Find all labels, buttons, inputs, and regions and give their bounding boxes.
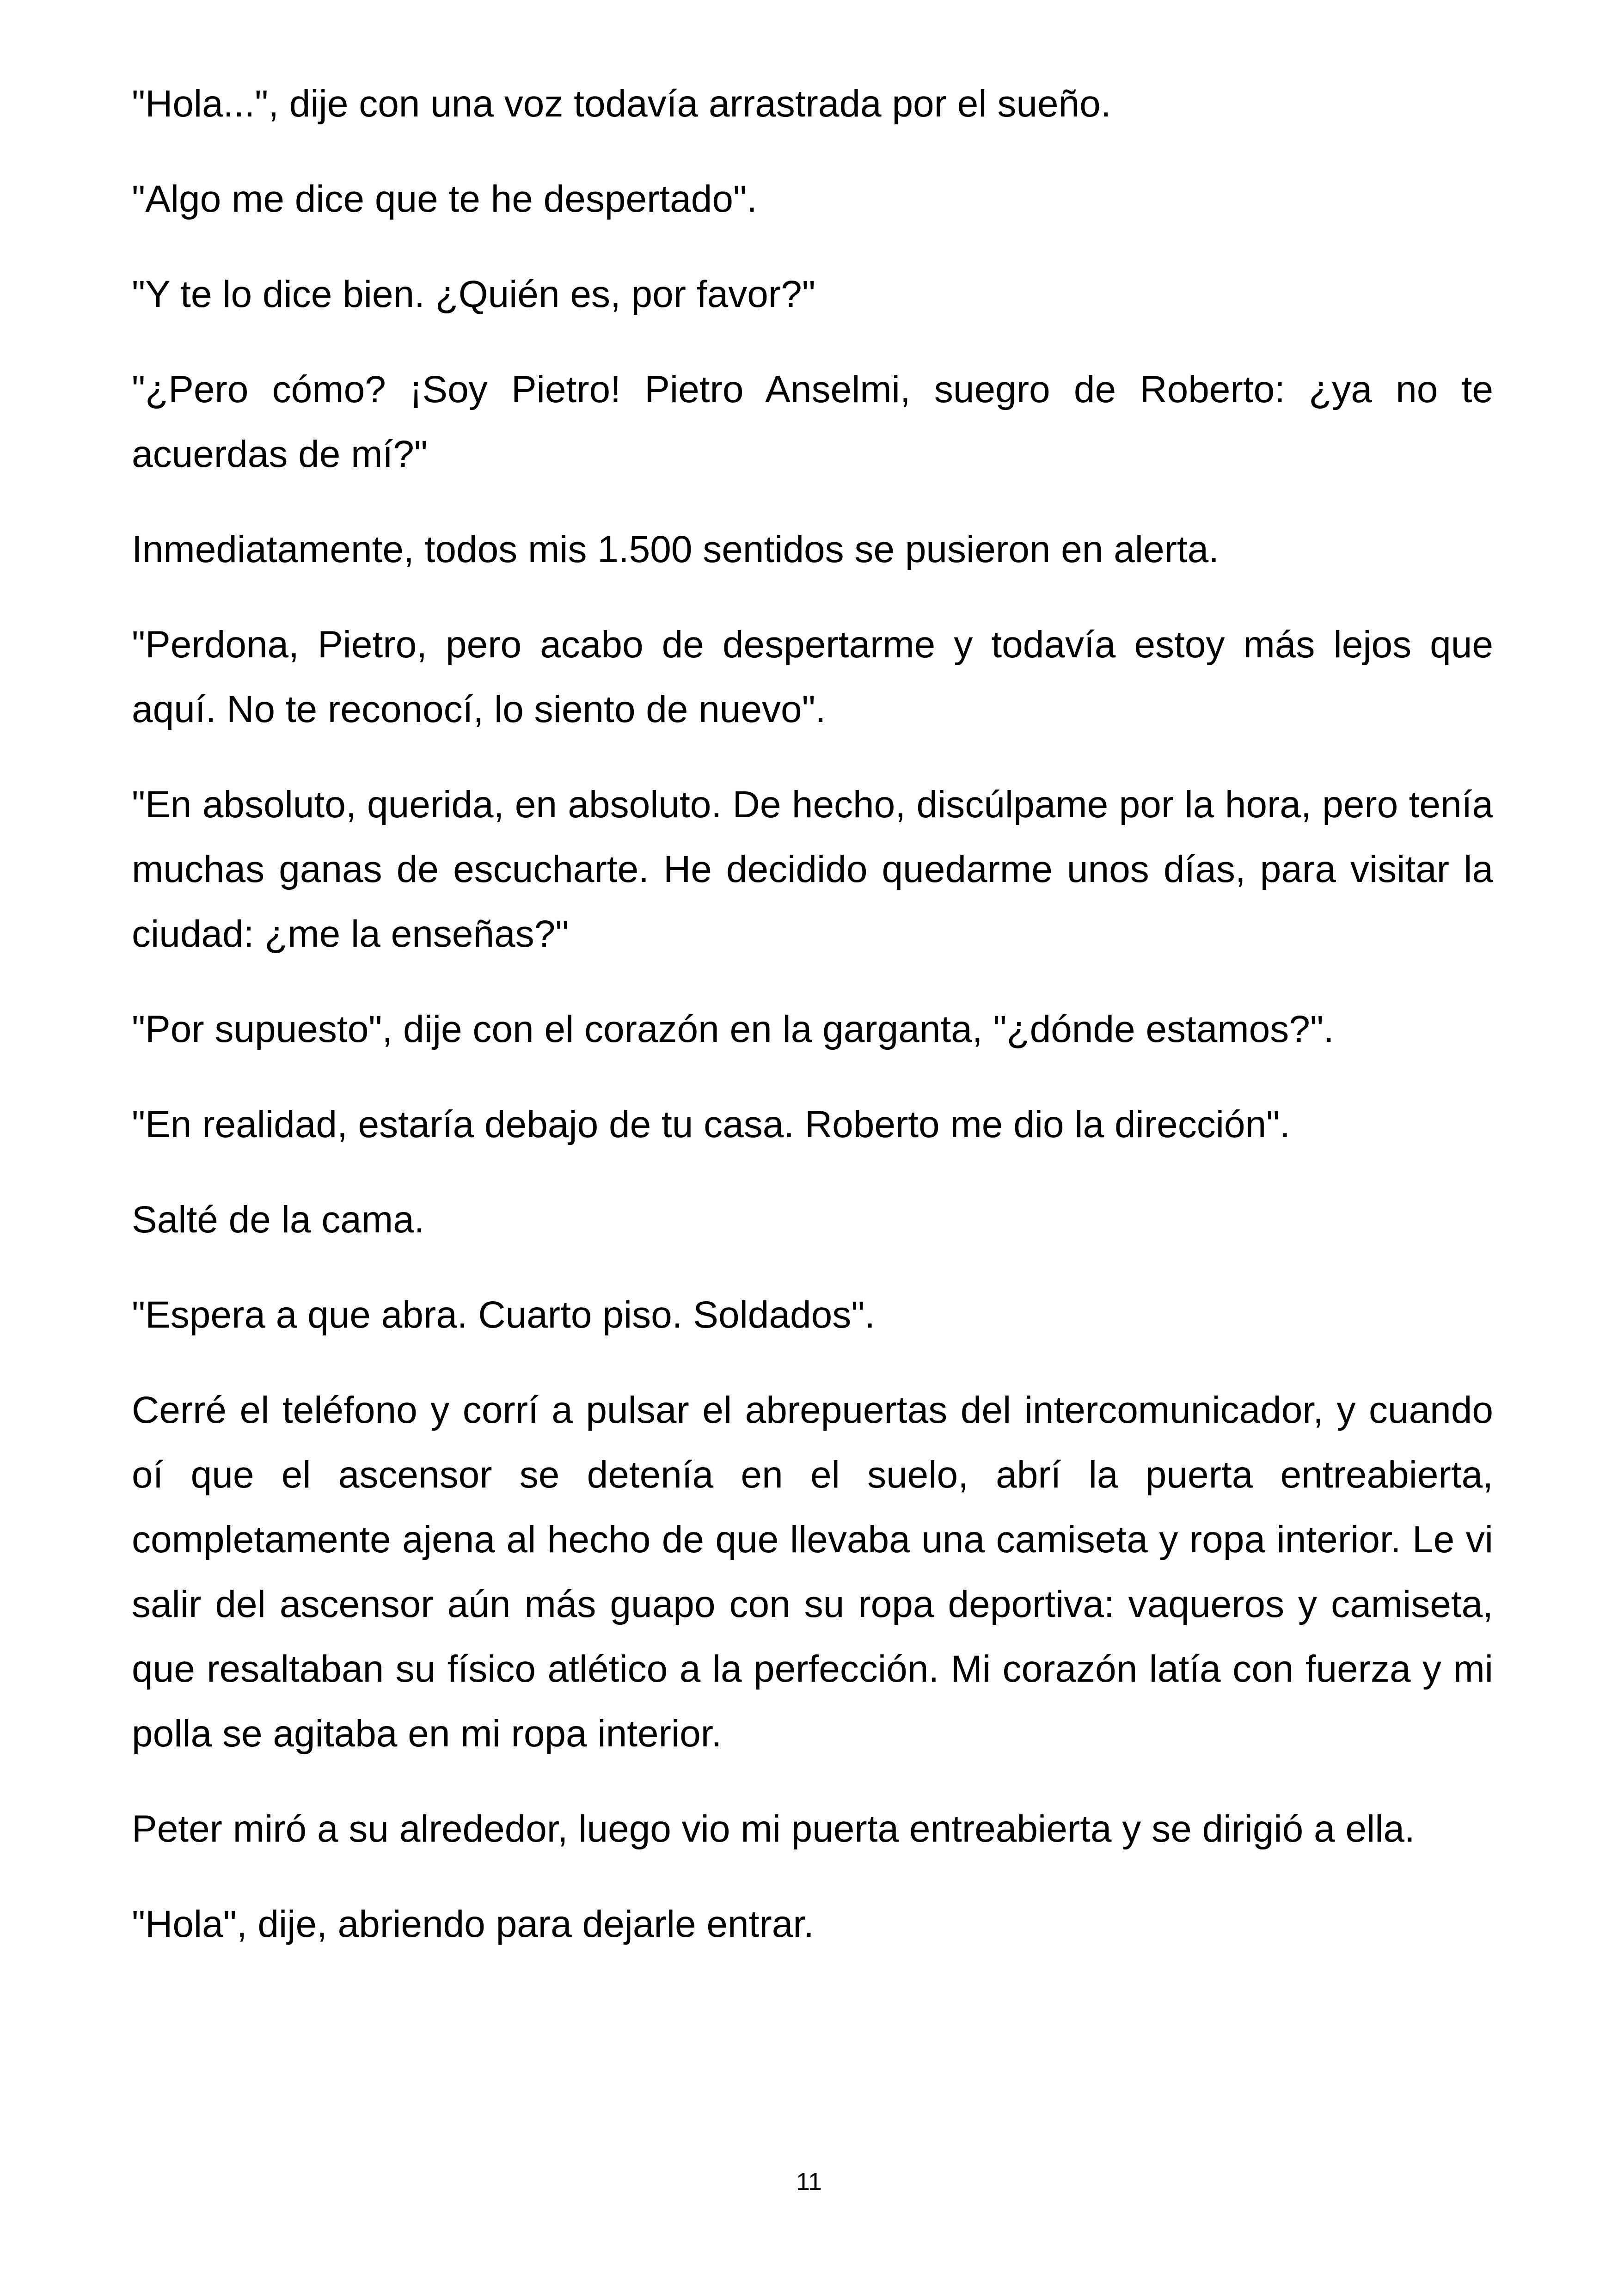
paragraph: "En absoluto, querida, en absoluto. De hecho, discúlpame por la hora, pero tenía muchas ganas de escucharte. He decidido quedarme unos días, para visitar la ciudad: ¿me la enseñas?" [132, 784, 1493, 955]
paragraph: "Y te lo dice bien. ¿Quién es, por favor?" [132, 273, 815, 315]
paragraph: "Por supuesto", dije con el corazón en la garganta, "¿dónde estamos?". [132, 1008, 1334, 1050]
paragraph: Inmediatamente, todos mis 1.500 sentidos se pusieron en alerta. [132, 528, 1220, 570]
paragraph: "Hola", dije, abriendo para dejarle entrar. [132, 1903, 814, 1945]
paragraph: "Espera a que abra. Cuarto piso. Soldados". [132, 1294, 876, 1336]
paragraph: "Algo me dice que te he despertado". [132, 178, 757, 220]
paragraph: Cerré el teléfono y corrí a pulsar el abrepuertas del intercomunicador, y cuando oí que el ascensor se detenía en el suelo, abrí la puerta entreabierta, completamente ajena al hecho de que llevaba una camiseta y ropa interior. Le vi salir del ascensor aún más guapo con su ropa deportiva: vaqueros y camiseta, que resaltaban su físico atlético a la perfección. Mi corazón latía con fuerza y mi polla se agitaba en mi ropa interior. [132, 1389, 1493, 1755]
paragraph: "Perdona, Pietro, pero acabo de despertarme y todavía estoy más lejos que aquí. No te reconocí, lo siento de nuevo". [132, 624, 1493, 730]
paragraph: "Hola...", dije con una voz todavía arrastrada por el sueño. [132, 83, 1111, 125]
paragraph: "En realidad, estaría debajo de tu casa. Roberto me dio la dirección". [132, 1103, 1291, 1145]
paragraph: Salté de la cama. [132, 1199, 425, 1241]
paragraph: Peter miró a su alrededor, luego vio mi puerta entreabierta y se dirigió a ella. [132, 1808, 1415, 1850]
document-body [132, 72, 1493, 1987]
paragraph: "¿Pero cómo? ¡Soy Pietro! Pietro Anselmi, suegro de Roberto: ¿ya no te acuerdas de mí?" [132, 368, 1493, 475]
page-number: 11 [796, 2168, 822, 2196]
